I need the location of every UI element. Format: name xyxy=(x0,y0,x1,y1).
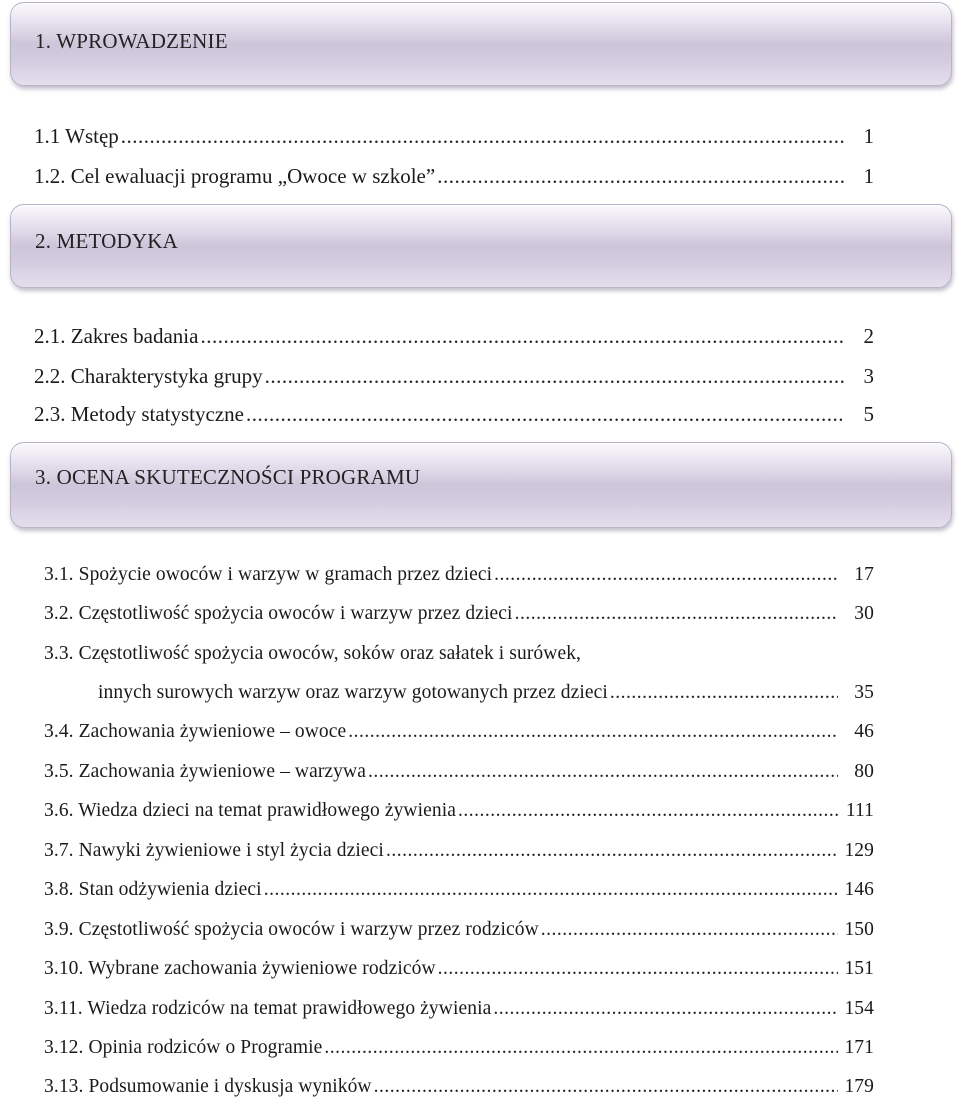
dot-leader xyxy=(348,721,838,743)
toc-entry-label: 3.7. Nawyki żywieniowe i styl życia dzieci xyxy=(44,840,384,861)
dot-leader xyxy=(265,364,844,389)
toc-entry-page: 46 xyxy=(854,721,874,742)
toc-entry-page: 1 xyxy=(863,124,874,148)
dot-leader xyxy=(121,124,844,149)
dot-leader xyxy=(493,998,838,1020)
toc-entry-label: innych surowych warzyw oraz warzyw gotowanych przez dzieci xyxy=(98,682,608,703)
toc-entry[interactable] xyxy=(34,124,874,152)
toc-entry-label: 3.3. Częstotliwość spożycia owoców, soków oraz sałatek i surówek, xyxy=(44,643,582,664)
toc-entry-label: 3.1. Spożycie owoców i warzyw w gramach przez dzieci xyxy=(44,564,493,585)
toc-entry[interactable] xyxy=(44,564,874,592)
toc-entry-label: 3.6. Wiedza dzieci na temat prawidłowego żywienia xyxy=(44,800,457,821)
toc-entry-label: 3.8. Stan odżywienia dzieci xyxy=(44,879,262,900)
toc-entry-label: 3.9. Częstotliwość spożycia owoców i warzyw przez rodziców xyxy=(44,919,539,940)
toc-entry-page: 35 xyxy=(854,682,874,703)
dot-leader xyxy=(374,1076,838,1098)
section-title: 1. WPROWADZENIE xyxy=(35,29,228,53)
toc-entry-label: 3.5. Zachowania żywieniowe – warzywa xyxy=(44,761,366,782)
toc-entry-page: 80 xyxy=(854,761,874,782)
toc-entry-page: 150 xyxy=(844,919,874,940)
toc-entry-label: 3.11. Wiedza rodziców na temat prawidłowego żywienia xyxy=(44,998,492,1019)
toc-entry[interactable] xyxy=(44,721,874,749)
toc-entry[interactable] xyxy=(44,879,874,907)
toc-entry-label: 3.13. Podsumowanie i dyskusja wyników xyxy=(44,1076,372,1097)
toc-entry[interactable] xyxy=(44,919,874,947)
toc-entry-page: 17 xyxy=(854,564,874,585)
dot-leader xyxy=(458,800,838,822)
dot-leader xyxy=(541,919,838,941)
dot-leader xyxy=(515,603,838,625)
section-header-3 xyxy=(10,442,952,528)
toc-entry-page: 129 xyxy=(844,840,874,861)
section-title: 2. METODYKA xyxy=(35,229,178,253)
section-title: 3. OCENA SKUTECZNOŚCI PROGRAMU xyxy=(35,465,421,489)
toc-entry-label: 2.2. Charakterystyka grupy xyxy=(34,364,263,388)
toc-entry-page: 154 xyxy=(844,998,874,1019)
toc-entry[interactable] xyxy=(44,1037,874,1065)
toc-entry[interactable] xyxy=(34,402,874,430)
toc-entry-label: 1.2. Cel ewaluacji programu „Owoce w szkole” xyxy=(34,164,436,188)
dot-leader xyxy=(494,564,838,586)
toc-entry-page: 5 xyxy=(863,402,874,426)
toc-entry-label: 1.1 Wstęp xyxy=(34,124,119,148)
toc-entry-label: 3.10. Wybrane zachowania żywieniowe rodziców xyxy=(44,958,436,979)
toc-entry-page: 179 xyxy=(844,1076,874,1097)
toc-entry[interactable] xyxy=(44,958,874,986)
toc-entry-label: 3.12. Opinia rodziców o Programie xyxy=(44,1037,323,1058)
dot-leader xyxy=(437,164,844,189)
toc-entry[interactable] xyxy=(34,324,874,352)
dot-leader xyxy=(200,324,844,349)
toc-entry-page: 171 xyxy=(844,1037,874,1058)
toc-entry-page: 30 xyxy=(854,603,874,624)
toc-entry-label: 3.2. Częstotliwość spożycia owoców i warzyw przez dzieci xyxy=(44,603,513,624)
toc-entry[interactable] xyxy=(34,164,874,192)
toc-entry-page: 2 xyxy=(863,324,874,348)
dot-leader xyxy=(368,761,838,783)
toc-entry-page: 146 xyxy=(844,879,874,900)
toc-entry-page: 111 xyxy=(845,800,874,821)
toc-entry-page: 151 xyxy=(844,958,874,979)
toc-entry[interactable] xyxy=(44,800,874,828)
toc-entry-label: 2.3. Metody statystyczne xyxy=(34,402,244,426)
section-header-2 xyxy=(10,204,952,288)
toc-entry-label: 3.4. Zachowania żywieniowe – owoce xyxy=(44,721,347,742)
toc-entry[interactable] xyxy=(44,998,874,1026)
dot-leader xyxy=(264,879,838,901)
dot-leader xyxy=(386,840,838,862)
toc-entry-label: 2.1. Zakres badania xyxy=(34,324,199,348)
toc-entry[interactable] xyxy=(44,840,874,868)
toc-entry-continuation[interactable] xyxy=(98,682,874,710)
toc-entry[interactable] xyxy=(34,364,874,392)
toc-entry-page: 3 xyxy=(863,364,874,388)
dot-leader xyxy=(438,958,838,980)
dot-leader xyxy=(610,682,838,704)
toc-entry[interactable] xyxy=(44,603,874,631)
toc-entry-first-line[interactable] xyxy=(44,643,874,671)
toc-entry[interactable] xyxy=(44,761,874,789)
toc-entry-page: 1 xyxy=(863,164,874,188)
dot-leader xyxy=(324,1037,838,1059)
section-header-1 xyxy=(10,2,952,86)
toc-entry[interactable] xyxy=(44,1076,874,1104)
dot-leader xyxy=(246,402,844,427)
